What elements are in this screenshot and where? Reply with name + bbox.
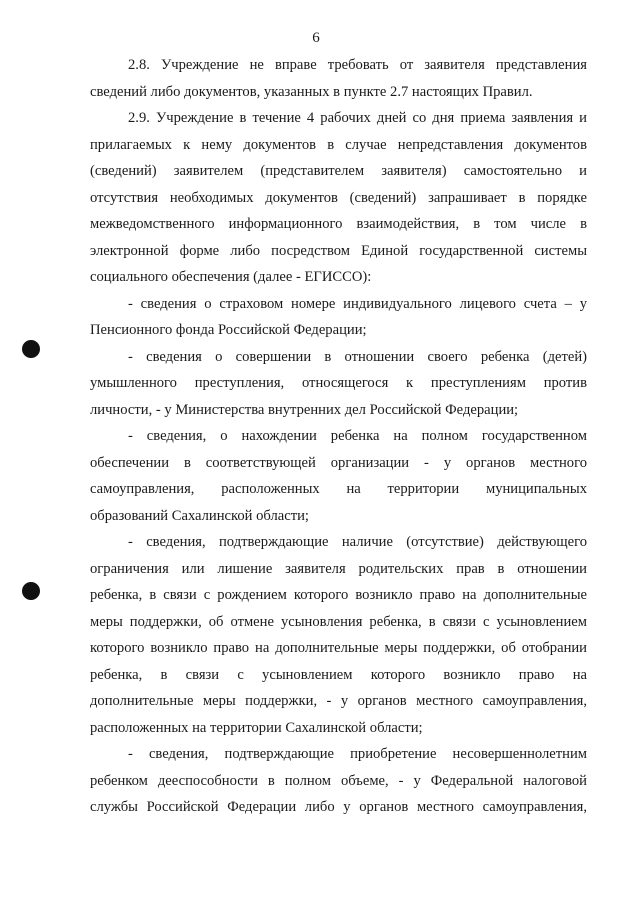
text-line: ограничения или лишение заявителя родительских прав в отношении: [90, 560, 587, 577]
text-line: 2.8. Учреждение не вправе требовать от заявителя представления: [128, 57, 587, 73]
text-line: - сведения о страховом номере индивидуального лицевого счета – у: [128, 295, 587, 312]
paragraph-pfr: [90, 291, 587, 344]
text-line: 2.9. Учреждение в течение 4 рабочих дней со дня приема заявления и: [128, 110, 587, 126]
paragraph-mvd: [90, 344, 587, 424]
text-line: - сведения, о нахождении ребенка на полном государственном: [128, 428, 587, 444]
text-line: Пенсионного фонда Российской Федерации;: [90, 322, 367, 338]
paragraph-fns: [90, 741, 587, 821]
text-line: сведений либо документов, указанных в пункте 2.7 настоящих Правил.: [90, 83, 533, 100]
text-line: ребенка, в связи с усыновлением которого возникло право на: [90, 666, 587, 683]
paragraph-gos: [90, 423, 587, 529]
text-line: самоуправления, расположенных на территории муниципальных: [90, 481, 587, 497]
text-line: которого возникло право на дополнительные меры поддержки, об отобрании: [90, 640, 587, 656]
text-line: расположенных на территории Сахалинской области;: [90, 719, 423, 736]
text-line: прилагаемых к нему документов в случае непредставления документов: [90, 136, 587, 153]
text-line: службы Российской Федерации либо у органов местного самоуправления,: [90, 799, 587, 815]
text-line: ребенком дееспособности в полном объеме, - у Федеральной налоговой: [90, 772, 587, 789]
paragraph-2-8: [90, 52, 587, 105]
text-line: - сведения, подтверждающие наличие (отсутствие) действующего: [128, 534, 587, 550]
paragraph-prava: [90, 529, 587, 741]
text-line: дополнительные меры поддержки, - у органов местного самоуправления,: [90, 693, 587, 709]
page-number: 6: [312, 30, 320, 46]
text-line: - сведения о совершении в отношении своего ребенка (детей): [128, 348, 587, 365]
text-line: межведомственного информационного взаимодействия, в том числе в: [90, 216, 587, 232]
text-line: (сведений) заявителем (представителем заявителя) самостоятельно и: [90, 163, 587, 179]
paragraph-2-9: [90, 105, 587, 291]
text-line: образований Сахалинской области;: [90, 507, 309, 524]
text-line: умышленного преступления, относящегося к преступлениям против: [90, 375, 587, 391]
text-line: электронной форме либо посредством Единой государственной системы: [90, 242, 587, 259]
document-body: [90, 52, 587, 821]
text-line: социального обеспечения (далее - ЕГИССО):: [90, 269, 372, 285]
text-line: личности, - у Министерства внутренних дел Российской Федерации;: [90, 401, 519, 418]
text-line: отсутствия необходимых документов (сведений) запрашивает в порядке: [90, 189, 587, 206]
punch-hole-top: [22, 340, 40, 358]
text-line: ребенка, в связи с рождением которого возникло право на дополнительные: [90, 587, 587, 603]
punch-hole-bottom: [22, 582, 40, 600]
text-line: меры поддержки, об отмене усыновления ребенка, в связи с усыновлением: [90, 613, 587, 630]
text-line: - сведения, подтверждающие приобретение несовершеннолетним: [128, 746, 587, 762]
text-line: обеспечении в соответствующей организации - у органов местного: [90, 454, 587, 471]
